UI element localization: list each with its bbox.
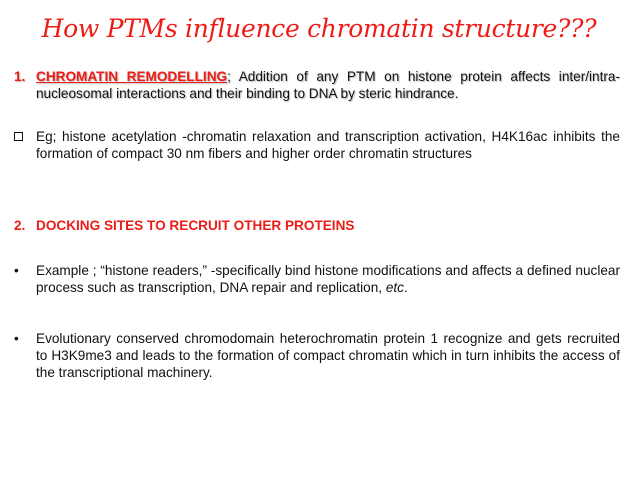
checkbox-bullet-icon [14,128,36,162]
bullet-text: Eg; histone acetylation -chromatin relaxation and transcription activation, H4K16ac inhibits the formation of compact 30 nm fibers and higher order chromatin structures [36,129,620,161]
bullet-text-main: Example ; “histone readers,” -specifically bind histone modifications and affects a defined nuclear process such as transcription, DNA repair and replication, [36,263,620,295]
bullet-text [36,262,620,296]
bullet-histone-readers [14,262,620,296]
slide-title: How PTMs influence chromatin structure??? [41,14,597,43]
section-number: 2. [14,218,26,233]
bullet-chromodomain [14,330,620,381]
bullet-acetylation-example [14,128,620,162]
section-body: ; Addition of any PTM on histone protein affects inter/intra-nucleosomal interactions and their binding to DNA by steric hindrance. [36,69,620,101]
section-chromatin-remodelling [14,68,620,102]
section-number: 1. [14,69,26,84]
bullet-dot-icon: • [14,331,19,346]
section-heading: DOCKING SITES TO RECRUIT OTHER PROTEINS [36,218,355,233]
section-text [36,68,620,102]
section-docking-sites [14,217,620,234]
bullet-dot-icon: • [14,263,19,278]
section-heading: CHROMATIN REMODELLING [36,69,228,84]
bullet-text: Evolutionary conserved chromodomain heterochromatin protein 1 recognize and gets recruited to H3K9me3 and leads to the formation of compact chromatin which in turn inhibits the access of the transcriptional machinery. [36,331,620,380]
bullet-text-end: . [403,280,408,295]
bullet-text-italic: etc [385,280,404,295]
